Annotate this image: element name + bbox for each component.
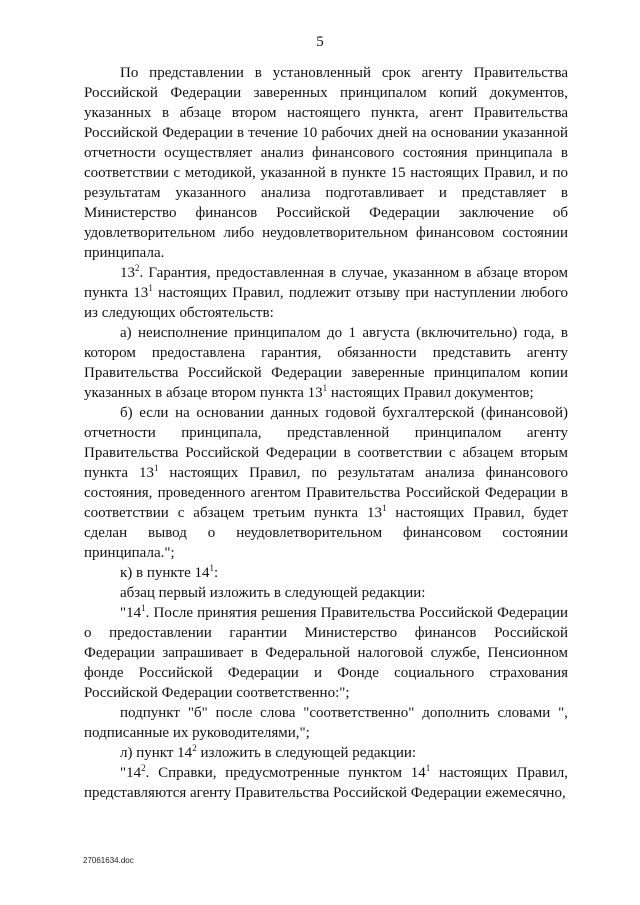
paragraph-item-l: л) пункт $14^2$ изложить в следующей редакции: [120,743,417,761]
page-number: 5 [316,34,324,50]
paragraph-subitem-b: подпункт "б" после слова "соответственно" дополнить словами ", подписанные их руководителями,"; [84,705,568,741]
paragraph-analysis: По представлении в установленный срок агенту Правительства Российской Федерации заверенных принципалом копий документов, указанных в абзаце втором настоящего пункта, агент Правительства Российской Федерации в течение 10 рабочих дней на основании указанной отчетности осуществляет анализ финансового состояния принципала в соответствии с методикой, указанной в пункте 15 настоящих Правил, и по результатам указанного анализа подготавливает и представляет в Министерство финансов Российской Федерации заключение об удовлетворительном либо неудовлетворительном финансовом состоянии принципала. [84,65,568,261]
document-body [84,63,568,803]
paragraph-item-k: к) в пункте $14^1$: [120,563,219,581]
document-file-id: 27061634.doc [83,856,134,865]
paragraph-14-2-quote: "$14^2$. Справки, предусмотренные пунктом $14^1$ настоящих Правил, представляются агенту Правительства Российской Федерации ежемесячно, [84,763,568,801]
paragraph-item-a: а) неисполнение принципалом до 1 августа (включительно) года, в котором предоставлена гарантия, обязанности представить агенту Правительства Российской Федерации заверенные принципалом копии указанных в абзаце втором пункта $13^1$ настоящих Правил документов; [84,325,568,401]
paragraph-14-1-quote: "$14^1$. После принятия решения Правительства Российской Федерации о предоставлении гарантии Министерство финансов Российской Федерации запрашивает в Федеральной налоговой службе, Пенсионном фонде Российской Федерации и Фонде социального страхования Российской Федерации соответственно:"; [84,603,568,701]
paragraph-item-b: б) если на основании данных годовой бухгалтерской (финансовой) отчетности принципала, представленной принципалом агенту Правительства Российской Федерации в соответствии с абзацем вторым пункта $13^1$ настоящих Правил, по результатам анализа финансового состояния, проведенного агентом Правительства Российской Федерации в соответствии с абзацем третьим пункта $13^1$ настоящих Правил, будет сделан вывод о неудовлетворительном финансовом состоянии принципала."; [84,405,568,561]
paragraph-13-2: $13^2$. Гарантия, предоставленная в случае, указанном в абзаце втором пункта $13^1$ настоящих Правил, подлежит отзыву при наступлении любого из следующих обстоятельств: [84,263,568,321]
paragraph-first-abzac: абзац первый изложить в следующей редакции: [120,585,426,601]
